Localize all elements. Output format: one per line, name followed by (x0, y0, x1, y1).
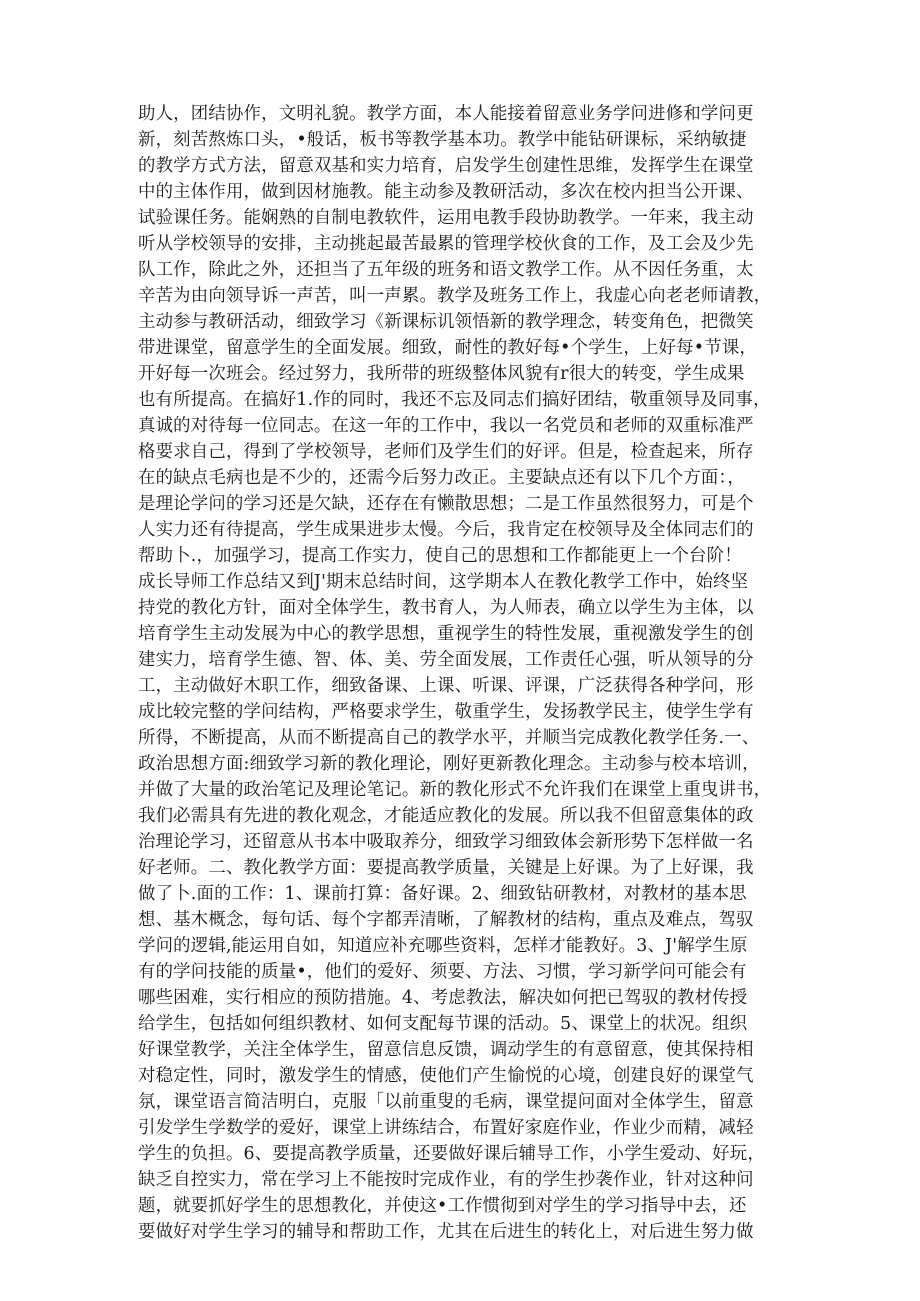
text-line: 中的主体作用，做到因材施教。能主动参及教研活动，多次在校内担当公开课、 (138, 182, 754, 202)
text-line: 带进课堂，留意学生的全面发展。细致，耐性的教好每•个学生，上好每•节课， (138, 338, 758, 358)
text-line: 也有所提高。在搞好1.作的同时，我还不忘及同志们搞好团结，敬重领导及同事， (138, 390, 771, 410)
text-line: 工，主动做好木职工作，细致备课、上课、听课、评课，广泛获得各种学问，形 (138, 676, 754, 696)
text-line: 真诚的对待每一位同志。在这一年的工作中，我以一名党员和老师的双重标准严 (138, 416, 754, 436)
text-line: 学生的负担。6、要提高教学质量，还要做好课后辅导工作，小学生爱动、好玩， (138, 1144, 765, 1164)
text-line: 成长导师工作总结又到J'期末总结时间，这学期本人在教化教学工作中，始终坚 (138, 572, 749, 592)
text-line: 做了卜.面的工作：1、课前打算：备好课。2、细致钻研教材，对教材的基本思 (138, 884, 747, 904)
text-line: 治理论学习，还留意从书本中吸取养分，细致学习细致体会新形势下怎样做一名 (138, 832, 754, 852)
text-line: 题，就要抓好学生的思想教化，并使这•工作惯彻到对学生的学习指导中去，还 (138, 1196, 747, 1216)
text-line: 试验课任务。能娴熟的自制电教软件，运用电教手段协助教学。一年来，我主动 (138, 208, 754, 228)
text-line: 好课堂教学，关注全体学生，留意信息反馈，调动学生的有意留意，使其保持相 (138, 1040, 754, 1060)
text-line: 好老师。二、教化教学方面：要提高教学质量，关键是上好课。为了上好课，我 (138, 858, 754, 878)
text-line: 氛，课堂语言简洁明白，克服「以前重叟的毛病，课堂提问面对全体学生，留意 (138, 1092, 754, 1112)
text-line: 成比较完整的学问结构，严格要求学生，敬重学生，发扬教学民主，使学生学有 (138, 702, 754, 722)
text-line: 要做好对学生学习的辅导和帮助工作，尤其在后进生的转化上，对后进生努力做 (138, 1222, 754, 1242)
text-line: 助人，团结协作，文明礼貌。教学方面，本人能接着留意业务学问进修和学问更 (138, 104, 754, 124)
text-line: 的教学方式方法，留意双基和实力培育，启发学生创建性思维，发挥学生在课堂 (138, 156, 754, 176)
text-line: 我们必需具有先进的教化观念，才能适应教化的发展。所以我不但留意集体的政 (138, 806, 754, 826)
text-line: 给学生，包括如何组织教材、如何支配每节课的活动。5、课堂上的状况。组织 (138, 1014, 748, 1034)
text-line: 持党的教化方针，面对全体学生，教书育人，为人师表，确立以学生为主体，以 (138, 598, 754, 618)
text-line: 所得，不断提高，从而不断提高自己的教学水平，并顺当完成教化教学任务.一、 (138, 728, 760, 748)
text-line: 想、基木概念，每句话、每个字都弄清晰，了解教材的结构，重点及难点，驾驭 (138, 910, 754, 930)
text-line: 辛苦为由向领导诉一声苦，叫一声累。教学及班务工作上，我虚心向老老师请教， (138, 286, 772, 306)
text-line: 人实力还有待提高，学生成果进步太慢。今后，我肯定在校领导及全体同志们的 (138, 520, 754, 540)
text-line: 开好每一次班会。经过努力，我所带的班级整体风貌有r很大的转变，学生成果 (138, 364, 745, 384)
text-line: 在的缺点毛病也是不少的，还需今后努力改正。主要缺点还有以下几个方面：， (138, 468, 745, 488)
text-line: 对稳定性，同时，激发学生的情感，使他们产生愉悦的心境，创建良好的课堂气 (138, 1066, 754, 1086)
text-line: 建实力，培育学生德、智、体、美、劳全面发展，工作责任心强，听从领导的分 (138, 650, 754, 670)
text-line: 政治思想方面:细致学习新的教化理论，刚好更新教化理念。主动参与校本培训， (138, 754, 760, 774)
body-text (138, 101, 798, 1245)
text-line: 缺乏自控实力，常在学习上不能按时完成作业，有的学生抄袭作业，针对这种问 (138, 1170, 754, 1190)
text-line: 学问的逻辑,能运用自如，知道应补充哪些资料，怎样才能教好。3、J'解学生原 (138, 936, 748, 956)
text-line: 有的学问技能的质量•，他们的爱好、须要、方法、习惯，学习新学问可能会有 (138, 962, 747, 982)
text-line: 队工作，除此之外，还担当了五年级的班务和语文教学工作。从不因任务重，太 (138, 260, 754, 280)
text-line: 新，刻苦熬炼口头，•般话，板书等教学基本功。教学中能钻研课标，采纳敏捷 (138, 130, 747, 150)
text-line: 是理论学问的学习还是欠缺，还存在有懒散思想；二是工作虽然很努力，可是个 (138, 494, 754, 514)
text-line: 并做了大量的政治笔记及理论笔记。新的教化形式不允许我们在课堂上重曳讲书， (138, 780, 772, 800)
text-line: 培育学生主动发展为中心的教学思想，重视学生的特性发展，重视激发学生的创 (138, 624, 754, 644)
text-line: 主动参与教研活动，细致学习《新课标讥领悟新的教学理念，转变角色，把微笑 (138, 312, 754, 332)
text-line: 听从学校领导的安排，主动挑起最苦最累的管理学校伙食的工作，及工会及少先 (138, 234, 754, 254)
text-line: 引发学生学数学的爱好，课堂上讲练结合，布置好家庭作业，作业少而精，减轻 (138, 1118, 754, 1138)
text-line: 格要求自己，得到了学校领导，老师们及学生们的好评。但是，检查起来，所存 (138, 442, 754, 462)
text-line: 哪些困难，实行相应的预防措施。4、考虑教法，解决如何把已驾驭的教材传授 (138, 988, 748, 1008)
text-line: 帮助卜.，加强学习，提高工作实力，使自己的思想和工作都能更上一个台阶！ (138, 546, 742, 566)
